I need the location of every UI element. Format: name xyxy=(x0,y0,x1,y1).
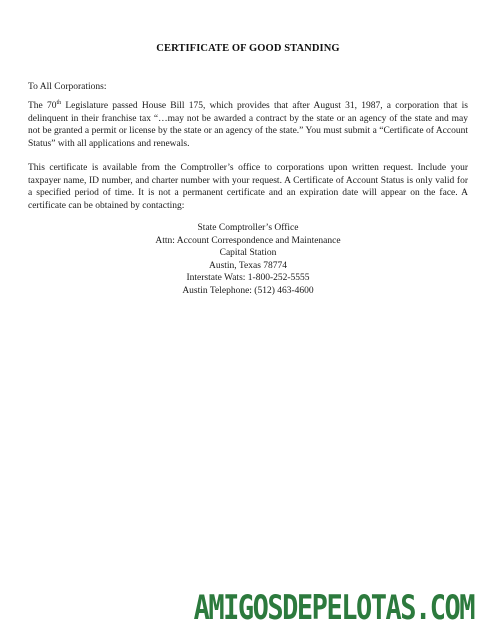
salutation: To All Corporations: xyxy=(28,82,107,92)
paragraph-house-bill-post: Legislature passed House Bill 175, which provides that after August 31, 1987, a corporation that is delinquent in their franchise tax “…may not be awarded a contract by the state or an agency of the state and may not be granted a permit or license by the state or an agency of the state.” You must submit a “Certificate of Account Status” with all applications and renewals. xyxy=(28,101,468,149)
contact-wats: Interstate Wats: 1-800-252-5555 xyxy=(186,273,310,283)
paragraph-availability: This certificate is available from the Comptroller’s office to corporations upon written request. Include your taxpayer name, ID number, and charter number with your request. A Certificate of Account Status is only valid for a specified period of time. It is not a permanent certificate and an expiration date will appear on the face. A certificate can be obtained by contacting: xyxy=(28,163,468,211)
watermark-logo: AMIGOSDEPELOTAS.COM xyxy=(193,589,474,628)
paragraph-house-bill xyxy=(28,100,468,150)
contact-telephone: Austin Telephone: (512) 463-4600 xyxy=(182,285,314,296)
contact-city: Austin, Texas 78774 xyxy=(208,260,288,271)
contact-station: Capital Station xyxy=(219,248,277,258)
paragraph-house-bill-pre: The 70 xyxy=(28,101,57,111)
document-title: CERTIFICATE OF GOOD STANDING xyxy=(156,43,340,54)
contact-attn: Attn: Account Correspondence and Maintenance xyxy=(155,235,341,246)
contact-office: State Comptroller’s Office xyxy=(197,223,299,233)
contact-address-block xyxy=(0,222,496,297)
ordinal-superscript: th xyxy=(56,99,62,106)
